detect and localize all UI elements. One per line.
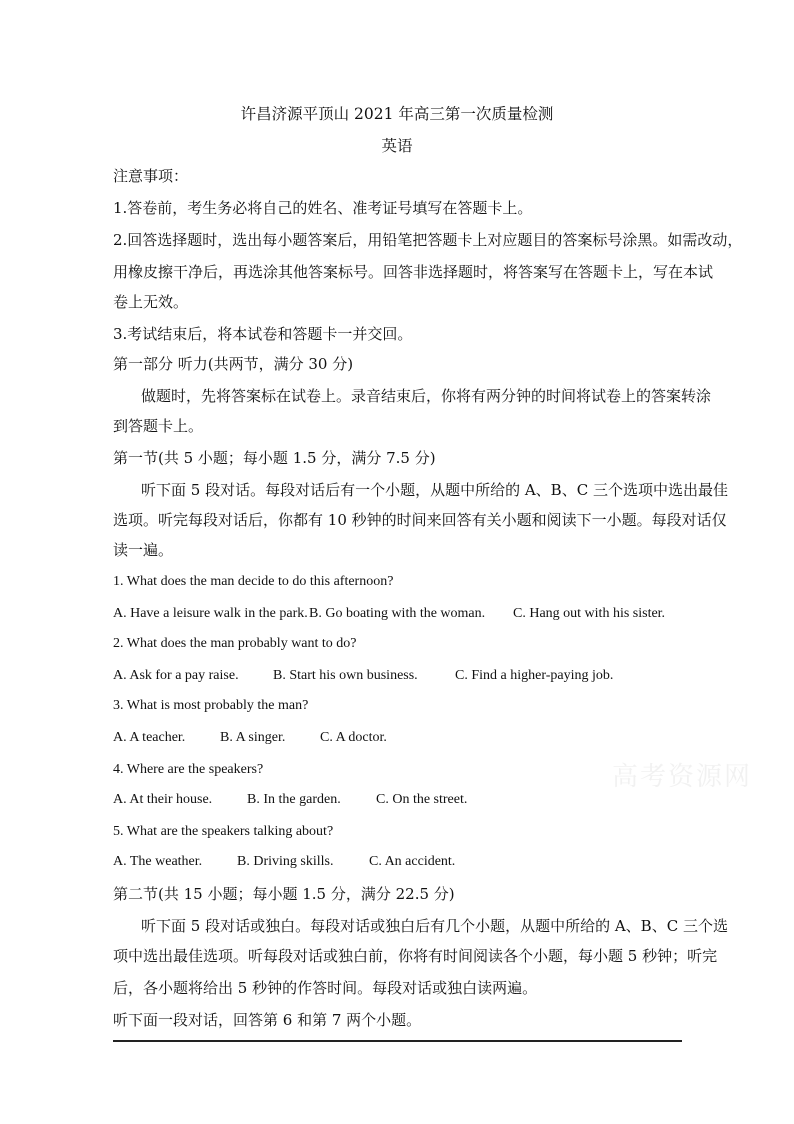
- notice-item-2-line-3: 卷上无效。: [113, 293, 189, 311]
- option-c: C. Hang out with his sister.: [513, 606, 666, 621]
- question-3-options: [113, 728, 387, 748]
- question-4-options: [113, 790, 467, 810]
- section2-intro-line-1: 听下面 5 段对话或独白。每段对话或独白后有几个小题，从题中所给的 A、B、C 三个选: [141, 917, 728, 935]
- option-c: C. A doctor.: [320, 730, 387, 745]
- section2-instruction: 听下面一段对话，回答第 6 和第 7 两个小题。: [113, 1011, 422, 1029]
- option-c: C. An accident.: [369, 854, 456, 869]
- watermark: 高考资源网: [612, 762, 753, 792]
- exam-title: 许昌济源平顶山 2021 年高三第一次质量检测: [240, 105, 554, 123]
- question-1-options: [113, 604, 665, 624]
- section2-intro-line-2: 项中选出最佳选项。听每段对话或独白前，你将有时间阅读各个小题，每小题 5 秒钟；听完: [113, 947, 718, 965]
- question-4: 4. Where are the speakers?: [113, 762, 264, 777]
- option-b: B. Start his own business.: [273, 668, 418, 683]
- section1-intro-line-3: 读一遍。: [113, 541, 174, 559]
- option-b: B. Driving skills.: [237, 854, 334, 869]
- section2-intro-line-3: 后，各小题将给出 5 秒钟的作答时间。每段对话或独白读两遍。: [113, 979, 538, 997]
- option-b: B. Go boating with the woman.: [309, 606, 486, 621]
- part1-heading: 第一部分 听力(共两节，满分 30 分): [113, 355, 354, 373]
- notice-item-3: 3.考试结束后，将本试卷和答题卡一并交回。: [113, 325, 413, 343]
- section1-intro-line-2: 选项。听完每段对话后，你都有 10 秒钟的时间来回答有关小题和阅读下一小题。每段对话仅: [113, 511, 727, 529]
- section1-intro-line-1: 听下面 5 段对话。每段对话后有一个小题，从题中所给的 A、B、C 三个选项中选出最佳: [141, 481, 728, 499]
- notice-item-2-line-1: 2.回答选择题时，选出每小题答案后，用铅笔把答题卡上对应题目的答案标号涂黑。如需改动，: [113, 231, 743, 249]
- question-5-options: [113, 852, 455, 872]
- part1-intro-line-2: 到答题卡上。: [113, 417, 204, 435]
- option-c: C. On the street.: [376, 792, 468, 807]
- option-a: A. Ask for a pay raise.: [113, 668, 239, 683]
- option-b: B. A singer.: [220, 730, 286, 745]
- notice-heading: 注意事项：: [113, 167, 189, 185]
- option-a: A. The weather.: [113, 854, 203, 869]
- question-5: 5. What are the speakers talking about?: [113, 824, 334, 839]
- subject-title: 英语: [381, 137, 413, 155]
- notice-item-2-line-2: 用橡皮擦干净后，再选涂其他答案标号。回答非选择题时，将答案写在答题卡上，写在本试: [113, 263, 714, 281]
- bottom-divider: [113, 1040, 682, 1042]
- section1-heading: 第一节(共 5 小题；每小题 1.5 分，满分 7.5 分): [113, 449, 436, 467]
- section2-heading: 第二节(共 15 小题；每小题 1.5 分，满分 22.5 分): [113, 885, 455, 903]
- part1-intro-line-1: 做题时，先将答案标在试卷上。录音结束后，你将有两分钟的时间将试卷上的答案转涂: [141, 387, 712, 405]
- question-3: 3. What is most probably the man?: [113, 698, 309, 713]
- option-b: B. In the garden.: [247, 792, 341, 807]
- notice-item-1: 1.答卷前，考生务必将自己的姓名、准考证号填写在答题卡上。: [113, 199, 533, 217]
- option-a: A. Have a leisure walk in the park.: [113, 606, 308, 621]
- option-a: A. A teacher.: [113, 730, 186, 745]
- question-1: 1. What does the man decide to do this afternoon?: [113, 574, 394, 589]
- question-2-options: [113, 666, 613, 686]
- question-2: 2. What does the man probably want to do?: [113, 636, 357, 651]
- option-c: C. Find a higher-paying job.: [455, 668, 614, 683]
- option-a: A. At their house.: [113, 792, 213, 807]
